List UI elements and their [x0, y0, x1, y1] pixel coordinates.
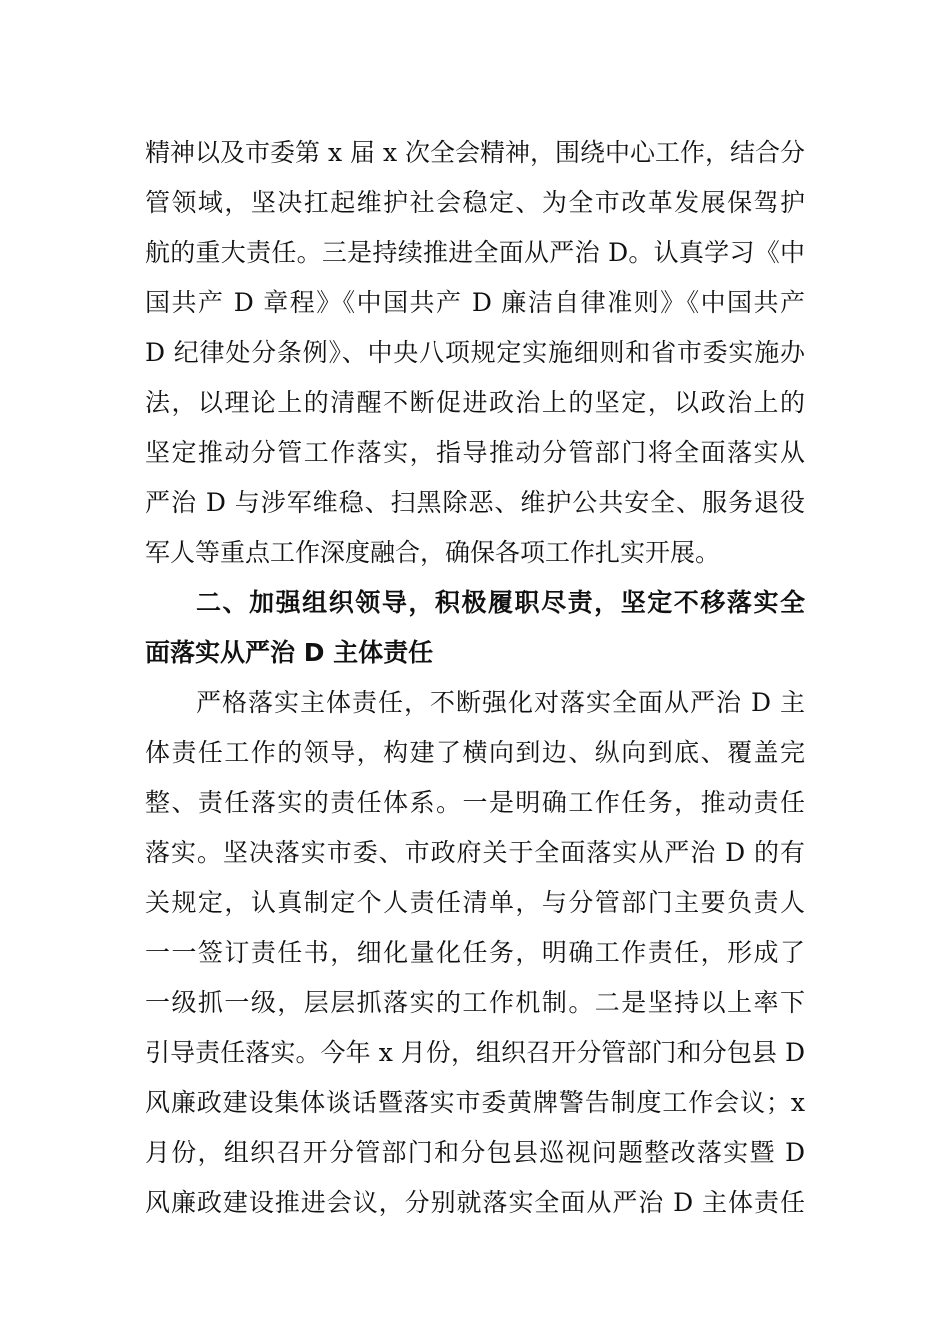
text-line: 严治 D 与涉军维稳、扫黑除恶、维护公共安全、服务退役 — [145, 488, 805, 517]
text-line: 落实。坚决落实市委、市政府关于全面落实从严治 D 的有 — [145, 838, 805, 867]
heading-line: 面落实从严治 D 主体责任 — [145, 638, 434, 667]
text-line: 关规定，认真制定个人责任清单，与分管部门主要负责人 — [145, 888, 805, 917]
text-line: 整、责任落实的责任体系。一是明确工作任务，推动责任 — [145, 788, 805, 817]
text-line: D 纪律处分条例》、中央八项规定实施细则和省市委实施办 — [145, 338, 805, 367]
text-line: 月份，组织召开分管部门和分包县巡视问题整改落实暨 D — [145, 1138, 805, 1167]
text-line: 坚定推动分管工作落实，指导推动分管部门将全面落实从 — [145, 438, 805, 467]
text-line: 体责任工作的领导，构建了横向到边、纵向到底、覆盖完 — [145, 738, 805, 767]
text-line: 国共产 D 章程》《中国共产 D 廉洁自律准则》《中国共产 — [145, 288, 805, 317]
text-line: 一级抓一级，层层抓落实的工作机制。二是坚持以上率下 — [145, 988, 805, 1017]
text-line: 军人等重点工作深度融合，确保各项工作扎实开展。 — [145, 538, 721, 567]
text-line: 风廉政建设推进会议，分别就落实全面从严治 D 主体责任 — [145, 1188, 805, 1217]
text-line: 风廉政建设集体谈话暨落实市委黄牌警告制度工作会议；x — [145, 1088, 805, 1117]
text-line: 管领域，坚决扛起维护社会稳定、为全市改革发展保驾护 — [145, 188, 805, 217]
heading-line: 二、加强组织领导，积极履职尽责，坚定不移落实全 — [196, 588, 805, 617]
text-line: 航的重大责任。三是持续推进全面从严治 D。认真学习《中 — [145, 238, 805, 267]
text-line: 一一签订责任书，细化量化任务，明确工作责任，形成了 — [145, 938, 805, 967]
text-line: 法，以理论上的清醒不断促进政治上的坚定，以政治上的 — [145, 388, 805, 417]
text-line: 严格落实主体责任，不断强化对落实全面从严治 D 主 — [196, 688, 805, 717]
text-line: 精神以及市委第 x 届 x 次全会精神，围绕中心工作，结合分 — [145, 138, 805, 167]
text-line: 引导责任落实。今年 x 月份，组织召开分管部门和分包县 D — [145, 1038, 805, 1067]
